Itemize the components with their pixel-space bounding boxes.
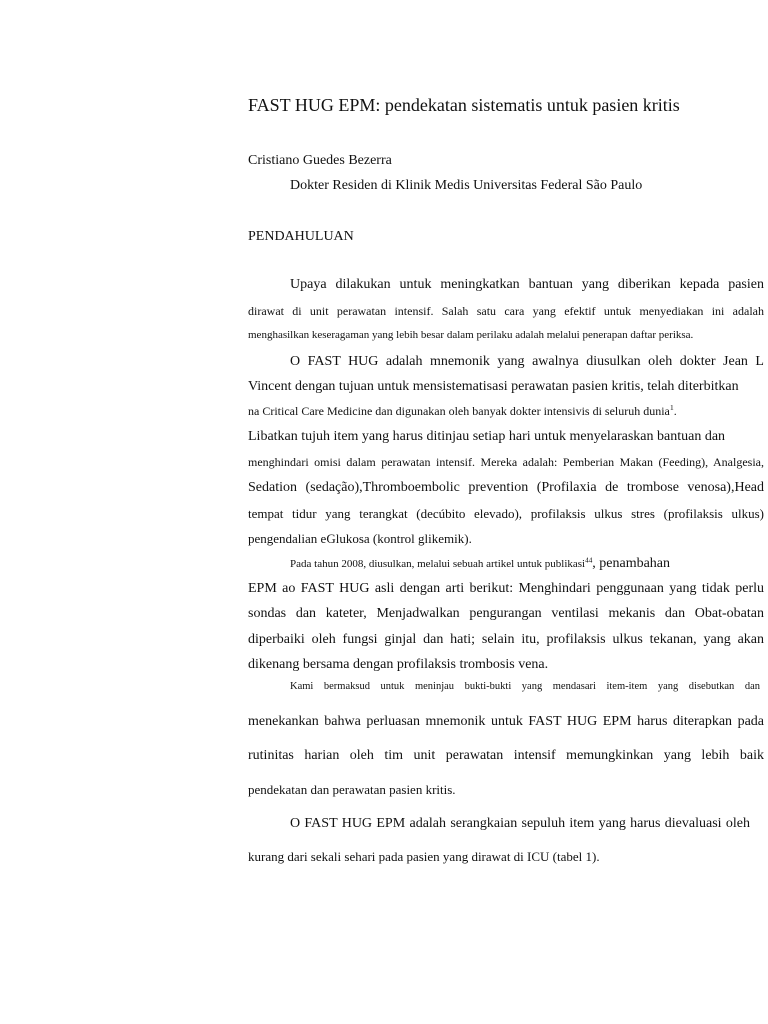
text-line — [248, 405, 768, 417]
text-line: EPM ao FAST HUG asli dengan arti berikut: Menghindari penggunaan yang tidak perlu — [248, 581, 764, 596]
footnote-ref: 44 — [585, 556, 593, 565]
author-name: Cristiano Guedes Bezerra — [248, 153, 392, 168]
text-segment: na Critical Care Medicine dan digunakan oleh banyak dokter intensivis di seluruh dunia — [248, 404, 670, 418]
text-line: kurang dari sekali sehari pada pasien yang dirawat di ICU (tabel 1). — [248, 849, 600, 864]
document-title: FAST HUG EPM: pendekatan sistematis untuk pasien kritis — [248, 95, 680, 115]
text-line — [290, 557, 764, 571]
text-line: sondas dan kateter, Menjadwalkan pengurangan ventilasi mekanis dan Obat-obatan — [248, 606, 764, 621]
text-line: Libatkan tujuh item yang harus ditinjau setiap hari untuk menyelaraskan bantuan dan — [248, 429, 726, 444]
text-line: pengendalian eGlukosa (kontrol glikemik). — [248, 531, 472, 546]
text-line: dirawat di unit perawatan intensif. Salah satu cara yang efektif untuk menyediakan ini adalah — [248, 304, 764, 318]
text-line: diperbaiki oleh fungsi ginjal dan hati; selain itu, profilaksis ulkus tekanan, yang akan — [248, 632, 764, 647]
text-line: Kami bermaksud untuk meninjau bukti-bukti yang mendasari item-item yang disebutkan dan — [290, 681, 760, 692]
text-line: menghindari omisi dalam perawatan intensif. Mereka adalah: Pemberian Makan (Feeding), Analgesia, — [248, 455, 764, 469]
text-line: Vincent dengan tujuan untuk mensistematisasi perawatan pasien kritis, telah diterbitkan — [248, 379, 739, 394]
text-line: menekankan bahwa perluasan mnemonik untuk FAST HUG EPM harus diterapkan pada — [248, 714, 764, 729]
author-affiliation: Dokter Residen di Klinik Medis Universitas Federal São Paulo — [290, 178, 643, 193]
text-line: O FAST HUG EPM adalah serangkaian sepuluh item yang harus dievaluasi oleh — [290, 816, 750, 831]
text-line: dikenang bersama dengan profilaksis trombosis vena. — [248, 657, 549, 672]
footnote-ref: 1 — [669, 403, 674, 412]
text-line: pendekatan dan perawatan pasien kritis. — [248, 782, 456, 797]
section-heading: PENDAHULUAN — [248, 229, 354, 244]
text-segment: Pada tahun 2008, diusulkan, melalui sebuah artikel untuk publikasi — [290, 558, 586, 570]
text-line: tempat tidur yang terangkat (decúbito elevado), profilaksis ulkus stres (profilaksis ulkus) — [248, 506, 764, 521]
text-line: Upaya dilakukan untuk meningkatkan bantuan yang diberikan kepada pasien — [290, 277, 764, 292]
text-line: O FAST HUG adalah mnemonik yang awalnya diusulkan oleh dokter Jean L — [290, 354, 764, 369]
text-line: rutinitas harian oleh tim unit perawatan intensif memungkinkan yang lebih baik — [248, 748, 764, 763]
text-line: Sedation (sedação),Thromboembolic prevention (Profilaxia de trombose venosa),Head — [248, 480, 764, 495]
text-line: menghasilkan keseragaman yang lebih besar dalam perilaku adalah melalui penerapan daftar periksa. — [248, 329, 694, 341]
text-segment: , penambahan — [592, 556, 671, 571]
text-segment: . — [673, 404, 677, 418]
